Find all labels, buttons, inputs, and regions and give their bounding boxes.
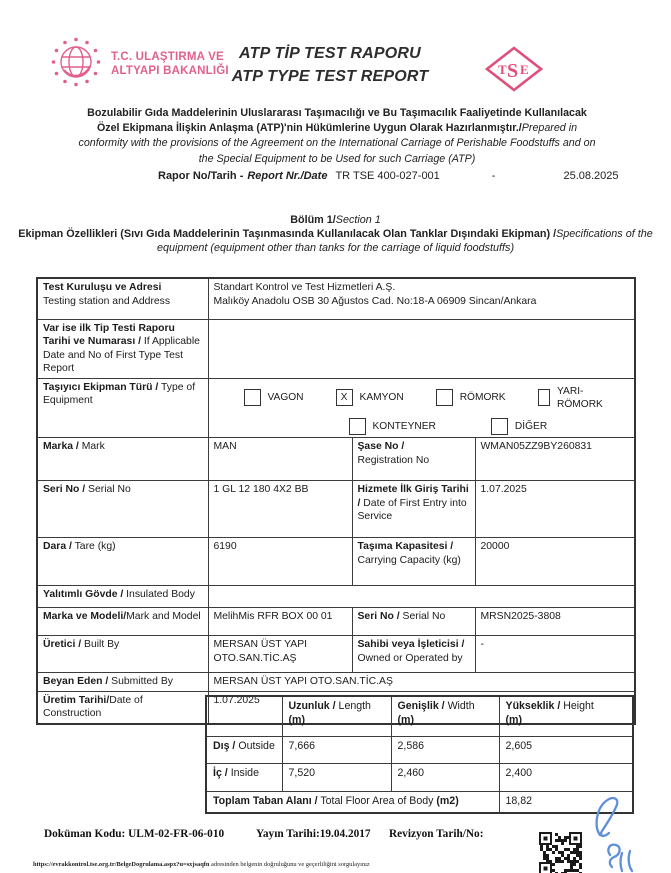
report-title <box>160 42 500 88</box>
row-mark <box>37 438 635 481</box>
section-heading <box>10 214 661 256</box>
value-serial-no: 1 GL 12 180 4X2 BB <box>208 481 352 538</box>
label-built-by: Üretici / Built By <box>37 636 208 673</box>
dims-corner-cell <box>206 696 282 736</box>
report-no-label-en: Report Nr./Date <box>247 170 328 182</box>
dims-inside-height: 2,400 <box>499 763 633 791</box>
footer-document-info <box>44 828 483 840</box>
dims-header-height: Yükseklik / Height (m) <box>499 696 633 736</box>
checkbox-romork <box>436 389 453 406</box>
label-insulated-body: Yalıtımlı Gövde / Insulated Body <box>37 586 208 608</box>
dims-label-total-floor-area: Toplam Taban Alanı / Total Floor Area of Body (m2) <box>206 791 499 813</box>
report-date: 25.08.2025 <box>563 170 619 182</box>
checkbox-konteyner <box>349 418 366 435</box>
label-first-type-test: Var ise ilk Tip Testi Raporu Tarihi ve Numarası / If Applicable Date and No of First Type Test Report <box>37 319 208 378</box>
checkbox-kamyon: X <box>336 389 353 406</box>
dims-label-inside: İç / Inside <box>206 763 282 791</box>
label-serial-no: Seri No / Serial No <box>37 481 208 538</box>
intro-turkish: Bozulabilir Gıda Maddelerinin Uluslararası Taşımacılığı ve Bu Taşımacılık Faaliyetinde Kullanılacak Özel Ekipmana İlişkin Anlaşma (ATP)'nin Hükümlerine Uygun Olarak Hazırlanmıştır./ <box>87 107 587 135</box>
option-diger: DİĞER <box>491 418 547 435</box>
option-kamyon: X KAMYON <box>336 389 404 406</box>
row-testing-station <box>37 278 635 319</box>
report-separator: - <box>491 170 496 182</box>
ministry-emblem-icon <box>50 36 102 93</box>
intro-paragraph <box>78 106 596 167</box>
verification-url[interactable]: https://evrakkontrol.tse.org.tr/BelgeDogrulama.aspx?u=sxjsaqfn <box>33 861 210 868</box>
handwritten-signature <box>586 793 656 873</box>
row-built-by <box>37 636 635 673</box>
dims-row-inside <box>206 763 633 791</box>
dims-total-floor-area-value: 18,82 <box>499 791 633 813</box>
dims-label-outside: Dış / Outside <box>206 736 282 763</box>
value-insulated-body <box>208 586 635 608</box>
report-title-en: ATP TYPE TEST REPORT <box>231 68 429 86</box>
qr-code <box>539 832 583 873</box>
report-no-label-tr: Rapor No/Tarih - <box>158 170 244 182</box>
label-construction-date: Üretim Tarihi/Date of Construction <box>37 691 208 724</box>
value-tare: 6190 <box>208 538 352 586</box>
checkbox-diger <box>491 418 508 435</box>
label-chassis-no: Şase No / Registration No <box>352 438 475 481</box>
label-body-serial-no: Seri No / Serial No <box>352 608 475 636</box>
dims-row-total-floor-area <box>206 791 633 813</box>
dims-inside-width: 2,460 <box>391 763 499 791</box>
section-title-en: Section 1 <box>335 214 381 226</box>
specifications-table <box>36 277 636 725</box>
value-first-entry: 1.07.2025 <box>475 481 635 538</box>
dims-header-length: Uzunluk / Length (m) <box>282 696 391 736</box>
dimensions-table <box>205 695 634 814</box>
value-construction-date: 1.07.2025 <box>208 691 635 724</box>
label-carrying-capacity: Taşıma Kapasitesi / Carrying Capacity (kg) <box>352 538 475 586</box>
label-tare: Dara / Tare (kg) <box>37 538 208 586</box>
checkbox-yari-romork <box>538 389 550 406</box>
label-equipment-type: Taşıyıcı Ekipman Türü / Type of Equipment <box>37 378 208 438</box>
document-code: Doküman Kodu: ULM-02-FR-06-010 <box>44 828 225 840</box>
dims-outside-height: 2,605 <box>499 736 633 763</box>
label-testing-station: Test Kuruluşu ve Adresi Testing station and Address <box>37 278 208 319</box>
svg-text:E: E <box>520 62 529 77</box>
section-subtitle-tr: Ekipman Özellikleri (Sıvı Gıda Maddelerinin Taşınmasında Kullanılacak Olan Tanklar Dışındaki Ekipman) / <box>18 228 557 240</box>
dims-outside-length: 7,666 <box>282 736 391 763</box>
value-built-by: MERSAN ÜST YAPI OTO.SAN.TİC.AŞ <box>208 636 352 673</box>
row-insulated-body <box>37 586 635 608</box>
dims-header-width: Genişlik / Width (m) <box>391 696 499 736</box>
report-number-line <box>0 170 671 182</box>
revision-label: Revizyon Tarih/No: <box>389 828 484 840</box>
svg-text:S: S <box>507 60 519 82</box>
value-mark: MAN <box>208 438 352 481</box>
option-vagon: VAGON <box>244 389 304 406</box>
option-romork: RÖMORK <box>436 389 506 406</box>
value-body-serial-no: MRSN2025-3808 <box>475 608 635 636</box>
section-subtitle-en: Specifications of the equipment (equipment other than tanks for the carriage of liquid foodstuffs) <box>156 228 653 255</box>
label-submitted-by: Beyan Eden / Submitted By <box>37 673 208 692</box>
dims-row-outside <box>206 736 633 763</box>
row-first-type-test <box>37 319 635 378</box>
value-body-mark-model: MelihMis RFR BOX 00 01 <box>208 608 352 636</box>
section-title-tr: Bölüm 1/ <box>290 214 336 226</box>
option-konteyner: KONTEYNER <box>349 418 436 435</box>
row-submitted-by <box>37 673 635 692</box>
checkbox-vagon <box>244 389 261 406</box>
label-first-entry: Hizmete İlk Giriş Tarihi / Date of First Entry into Service <box>352 481 475 538</box>
verification-line <box>33 861 370 868</box>
row-tare <box>37 538 635 586</box>
report-title-tr: ATP TİP TEST RAPORU <box>239 45 421 62</box>
publish-date: Yayın Tarihi:19.04.2017 <box>256 828 371 840</box>
row-equipment-type <box>37 378 635 438</box>
verification-text: adresinden belgenin doğruluğunu ve geçerliliğini sorgulayınız <box>209 861 370 868</box>
dimensions-header-row <box>206 696 633 736</box>
dims-outside-width: 2,586 <box>391 736 499 763</box>
value-testing-station: Standart Kontrol ve Test Hizmetleri A.Ş. Malıköy Anadolu OSB 30 Ağustos Cad. No:18-A 06909 Sincan/Ankara <box>208 278 635 319</box>
option-yari-romork: YARI-RÖMORK <box>538 385 608 412</box>
value-owned-by: - <box>475 636 635 673</box>
value-equipment-type <box>208 378 635 438</box>
label-owned-by: Sahibi veya İşleticisi / Owned or Operated by <box>352 636 475 673</box>
ministry-name: T.C. ULAŞTIRMA VE ALTYAPI BAKANLIĞI <box>111 50 229 77</box>
label-mark: Marka / Mark <box>37 438 208 481</box>
value-chassis-no: WMAN05ZZ9BY260831 <box>475 438 635 481</box>
svg-text:T: T <box>498 62 507 77</box>
intro-english: Prepared in conformity with the provisions of the Agreement on the International Carriage of Perishable Foodstuffs and on the Special Equipment to be Used for such Carriage (ATP) <box>78 122 596 165</box>
value-carrying-capacity: 20000 <box>475 538 635 586</box>
value-first-type-test <box>208 319 635 378</box>
dims-inside-length: 7,520 <box>282 763 391 791</box>
report-number: TR TSE 400-027-001 <box>335 170 440 182</box>
label-body-mark-model: Marka ve Modeli/Mark and Model <box>37 608 208 636</box>
tse-logo-icon <box>485 46 543 97</box>
row-body-mark-model <box>37 608 635 636</box>
value-submitted-by: MERSAN ÜST YAPI OTO.SAN.TİC.AŞ <box>208 673 635 692</box>
row-serial-no <box>37 481 635 538</box>
